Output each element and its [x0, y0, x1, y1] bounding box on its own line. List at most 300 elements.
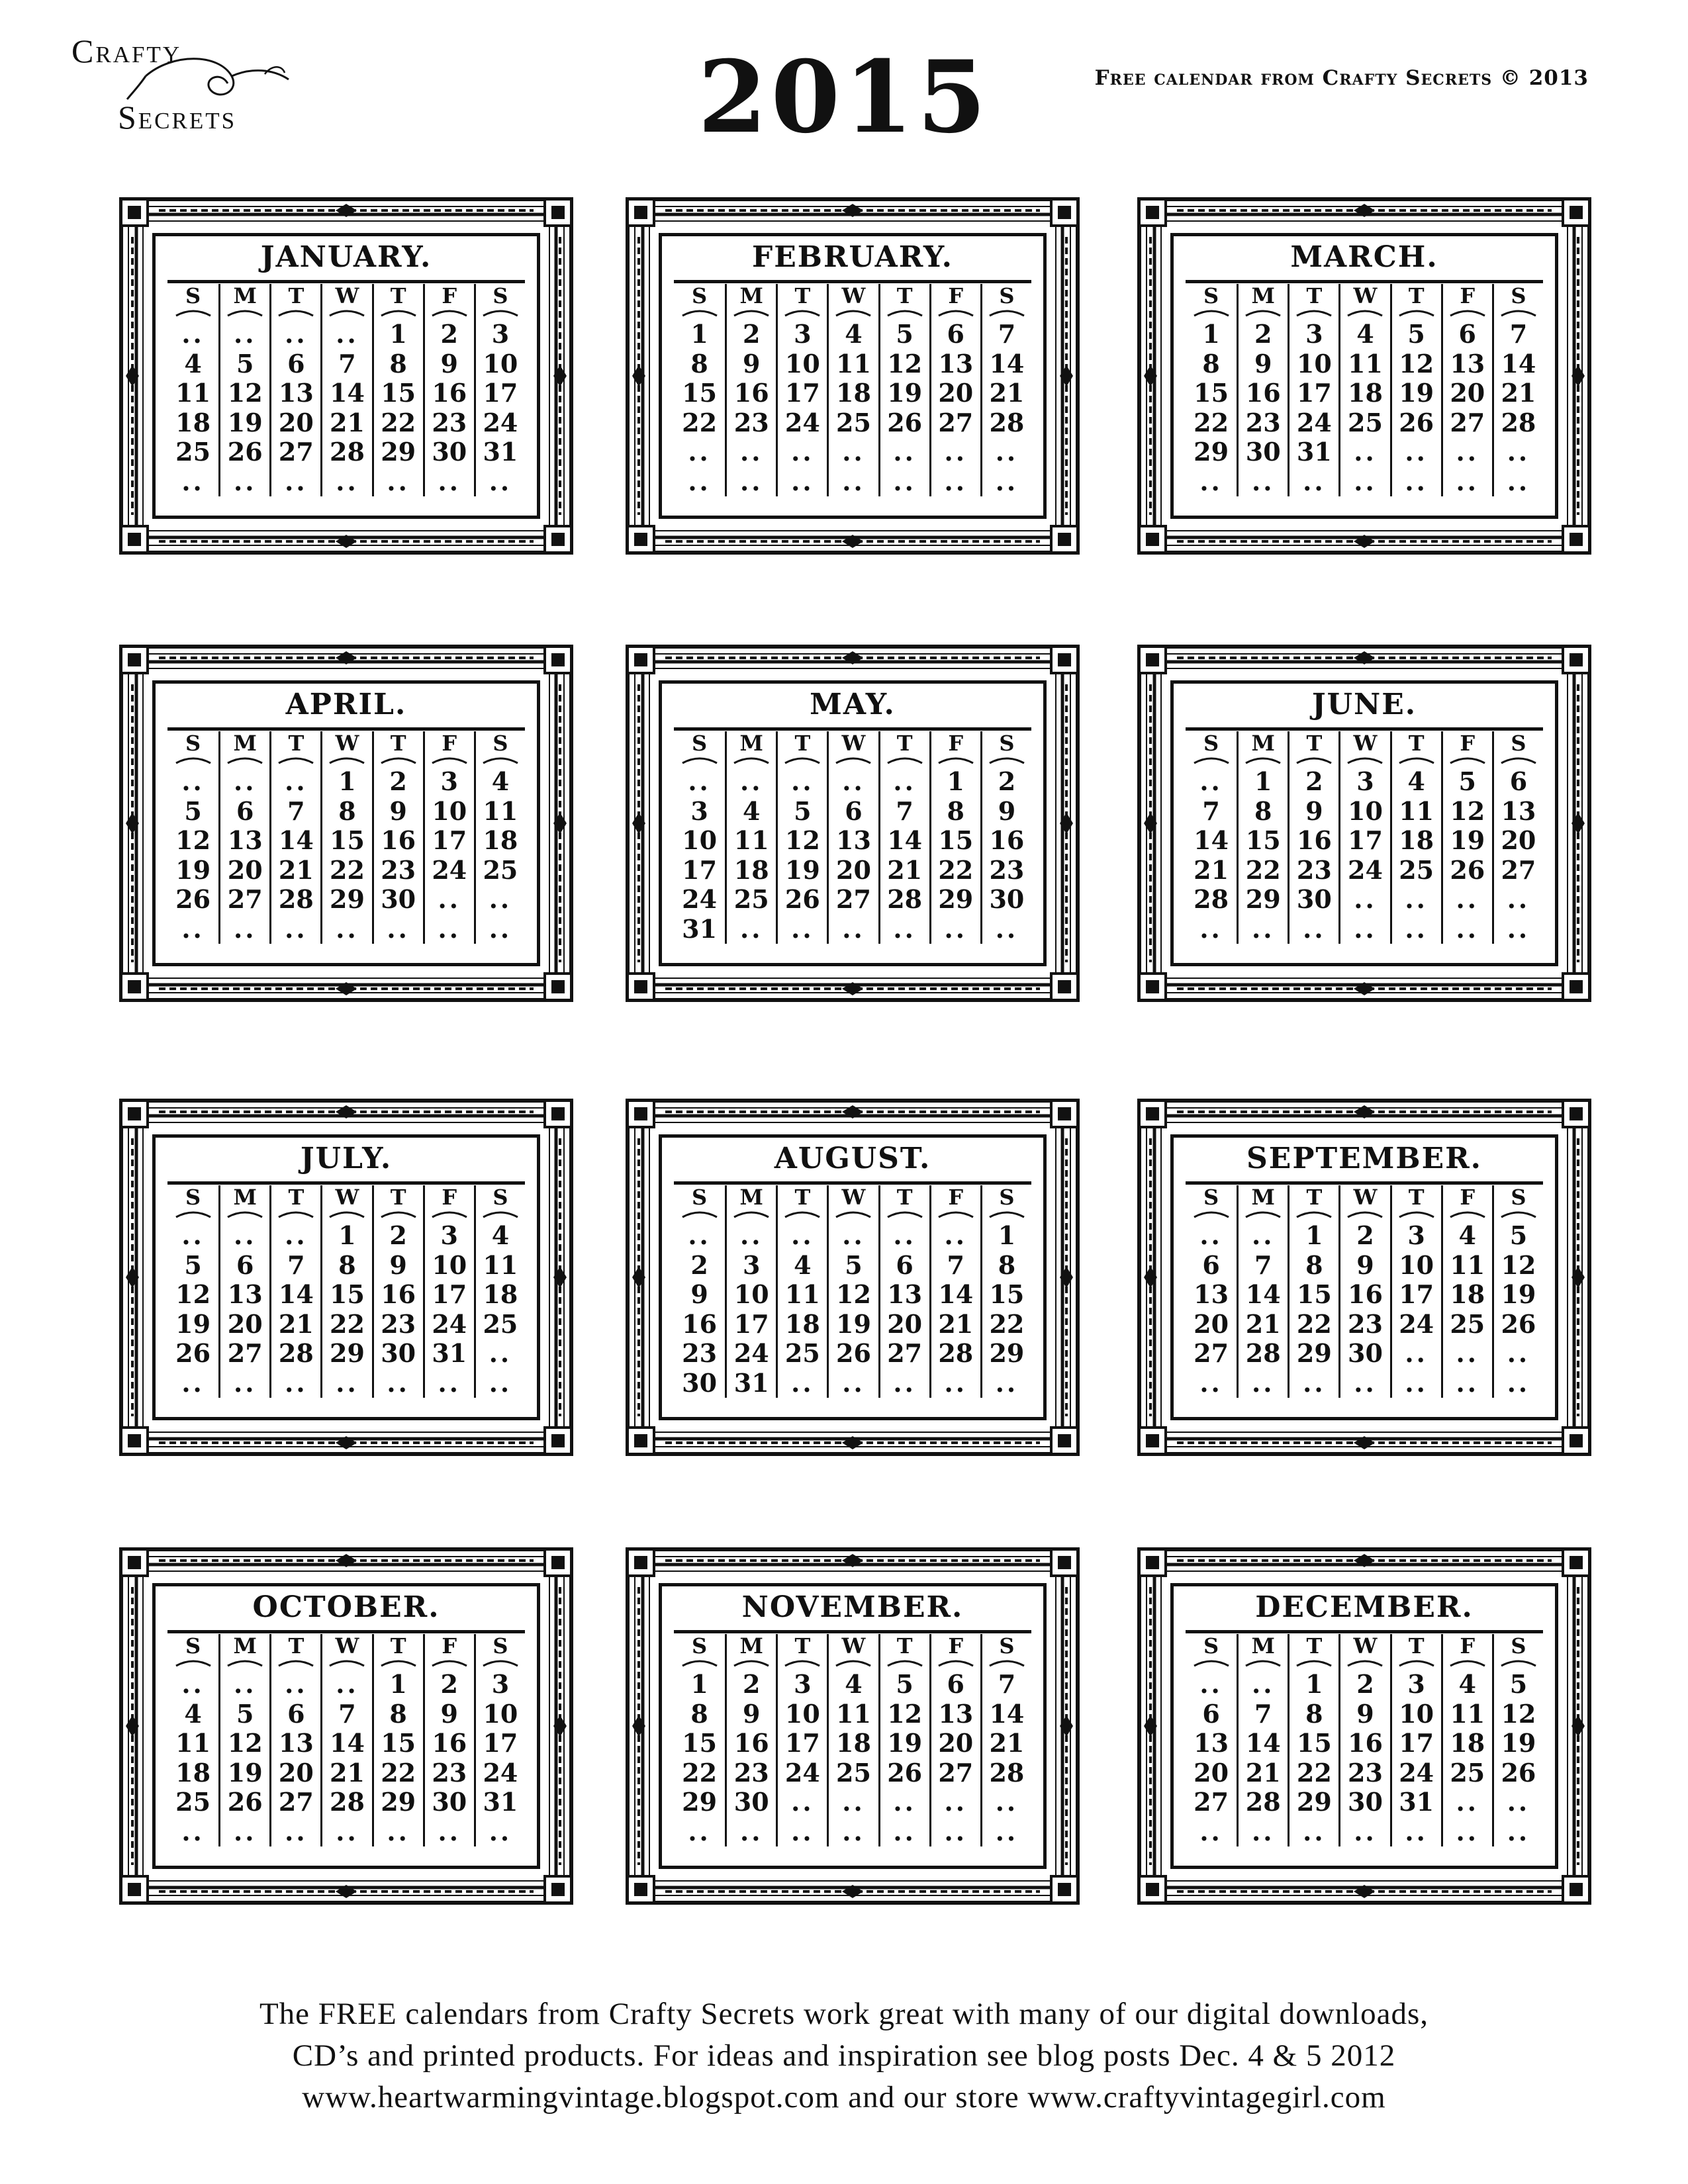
empty-day: .. — [1507, 1338, 1530, 1368]
empty-day: .. — [285, 319, 308, 349]
day-number: 6 — [896, 1250, 914, 1280]
day-number: 13 — [887, 1279, 923, 1309]
empty-day: .. — [336, 1367, 359, 1398]
day-number: 4 — [184, 1698, 202, 1729]
day-number: 8 — [1254, 796, 1272, 826]
day-number: 23 — [682, 1338, 718, 1368]
weekday-column — [1441, 284, 1492, 496]
day-number: 25 — [784, 1338, 820, 1368]
day-number: 14 — [1245, 1728, 1281, 1758]
weekday-arc — [225, 1209, 265, 1218]
empty-day: .. — [944, 1220, 967, 1250]
day-number: 30 — [989, 884, 1025, 914]
empty-day: .. — [1251, 466, 1275, 496]
empty-day: .. — [688, 1220, 711, 1250]
day-number: 1 — [690, 1669, 708, 1699]
day-number: 28 — [1245, 1787, 1281, 1817]
day-number: 27 — [1194, 1787, 1229, 1817]
month-calendar — [152, 680, 540, 966]
day-number: 14 — [989, 1698, 1025, 1729]
day-number: 9 — [998, 796, 1016, 826]
empty-day: .. — [1507, 437, 1530, 467]
day-number: 19 — [1399, 378, 1434, 408]
weekday-column — [167, 731, 218, 944]
day-columns — [674, 1185, 1031, 1398]
day-number: 11 — [836, 348, 871, 379]
weekday-arc — [379, 1209, 418, 1218]
empty-day: .. — [1251, 913, 1275, 944]
weekday-label: T — [794, 1185, 811, 1210]
day-number: 13 — [1194, 1728, 1229, 1758]
day-number: 8 — [998, 1250, 1016, 1280]
weekday-column — [1441, 731, 1492, 944]
day-number: 7 — [1254, 1250, 1272, 1280]
empty-day: .. — [739, 1220, 763, 1250]
day-number: 17 — [483, 378, 518, 408]
weekday-arc — [327, 1209, 367, 1218]
day-number: 3 — [1356, 766, 1374, 796]
day-number: 2 — [1356, 1220, 1374, 1250]
day-number: 31 — [483, 437, 518, 467]
weekday-arc — [680, 1658, 720, 1667]
day-number: 31 — [1296, 437, 1332, 467]
day-number: 15 — [682, 378, 718, 408]
day-number: 29 — [1245, 884, 1281, 914]
empty-day: .. — [893, 1816, 916, 1846]
month-card — [119, 645, 573, 1002]
day-number: 22 — [938, 854, 974, 885]
day-number: 1 — [690, 319, 708, 349]
month-title: JULY. — [300, 1142, 393, 1175]
weekday-column — [929, 1634, 980, 1846]
day-number: 22 — [989, 1308, 1025, 1339]
day-number: 9 — [742, 1698, 761, 1729]
day-number: 6 — [1202, 1698, 1220, 1729]
day-number: 17 — [682, 854, 718, 885]
weekday-label: S — [692, 283, 708, 308]
weekday-arc — [327, 755, 367, 764]
day-number: 1 — [947, 766, 964, 796]
empty-day: .. — [1456, 884, 1479, 914]
day-number: 24 — [784, 407, 820, 437]
empty-day: .. — [489, 913, 512, 944]
empty-day: .. — [739, 766, 763, 796]
day-number: 27 — [1501, 854, 1536, 885]
weekday-arc — [430, 1658, 469, 1667]
weekday-label: S — [1511, 731, 1526, 756]
empty-day: .. — [233, 766, 257, 796]
weekday-arc — [1243, 1209, 1283, 1218]
day-number: 29 — [938, 884, 974, 914]
weekday-arc — [1499, 1658, 1538, 1667]
weekday-column — [674, 1185, 725, 1398]
day-number: 7 — [998, 319, 1016, 349]
weekday-arc — [680, 308, 720, 317]
weekday-column — [1390, 1185, 1441, 1398]
empty-day: .. — [233, 913, 257, 944]
day-number: 16 — [989, 825, 1025, 855]
empty-day: .. — [489, 1338, 512, 1368]
empty-day: .. — [1456, 437, 1479, 467]
weekday-label: W — [841, 1633, 866, 1659]
weekday-arc — [936, 308, 976, 317]
weekday-column — [980, 1185, 1031, 1398]
day-number: 12 — [1450, 796, 1485, 826]
weekday-column — [320, 1185, 371, 1398]
day-number: 10 — [784, 1698, 820, 1729]
day-columns — [1186, 1185, 1543, 1398]
day-number: 29 — [381, 437, 416, 467]
day-number: 18 — [836, 1728, 871, 1758]
weekday-column — [1186, 1634, 1237, 1846]
weekday-arc — [430, 755, 469, 764]
day-number: 27 — [227, 1338, 263, 1368]
day-number: 9 — [440, 348, 458, 379]
empty-day: .. — [233, 1220, 257, 1250]
weekday-arc — [1397, 1658, 1436, 1667]
day-number: 6 — [947, 319, 964, 349]
day-number: 16 — [1245, 378, 1281, 408]
weekday-arc — [936, 755, 976, 764]
empty-day: .. — [438, 884, 461, 914]
weekday-arc — [680, 755, 720, 764]
day-number: 20 — [887, 1308, 923, 1339]
weekday-label: W — [1353, 1633, 1378, 1659]
weekday-column — [674, 731, 725, 944]
weekday-arc — [481, 755, 520, 764]
day-number: 13 — [1194, 1279, 1229, 1309]
day-number: 25 — [1399, 854, 1434, 885]
empty-day: .. — [1456, 1816, 1479, 1846]
weekday-column — [674, 284, 725, 496]
empty-day: .. — [1199, 466, 1223, 496]
weekday-column — [218, 1634, 269, 1846]
day-number: 11 — [483, 1250, 518, 1280]
day-number: 23 — [1245, 407, 1281, 437]
day-number: 5 — [896, 1669, 914, 1699]
day-number: 16 — [432, 1728, 467, 1758]
day-number: 19 — [1450, 825, 1485, 855]
weekday-arc — [276, 755, 316, 764]
day-number: 6 — [287, 1698, 305, 1729]
empty-day: .. — [1199, 1220, 1223, 1250]
weekday-arc — [1499, 308, 1538, 317]
weekday-arc — [987, 755, 1027, 764]
empty-day: .. — [1303, 1816, 1326, 1846]
weekday-label: S — [185, 283, 201, 308]
day-number: 13 — [227, 1279, 263, 1309]
empty-day: .. — [791, 913, 814, 944]
weekday-arc — [936, 1209, 976, 1218]
weekday-label: S — [1203, 1185, 1219, 1210]
weekday-label: S — [1203, 1633, 1219, 1659]
empty-day: .. — [688, 1816, 711, 1846]
day-number: 31 — [682, 913, 718, 944]
weekday-column — [776, 1634, 827, 1846]
day-number: 1 — [389, 319, 407, 349]
day-number: 3 — [440, 766, 458, 796]
empty-day: .. — [791, 437, 814, 467]
weekday-column — [827, 1634, 878, 1846]
empty-day: .. — [233, 319, 257, 349]
weekday-arc — [987, 1658, 1027, 1667]
empty-day: .. — [1456, 1367, 1479, 1398]
weekday-column — [372, 1185, 423, 1398]
weekday-arc — [1499, 755, 1538, 764]
weekday-arc — [379, 1658, 418, 1667]
day-number: 25 — [483, 854, 518, 885]
day-number: 6 — [1458, 319, 1476, 349]
empty-day: .. — [1199, 766, 1223, 796]
empty-day: .. — [1405, 466, 1428, 496]
weekday-arc — [1345, 1209, 1385, 1218]
weekday-label: T — [390, 1185, 406, 1210]
weekday-arc — [885, 1209, 925, 1218]
weekday-column — [725, 284, 776, 496]
day-number: 6 — [947, 1669, 964, 1699]
day-number: 22 — [1245, 854, 1281, 885]
day-number: 11 — [836, 1698, 871, 1729]
day-number: 5 — [184, 796, 202, 826]
empty-day: .. — [336, 1816, 359, 1846]
day-number: 3 — [1305, 319, 1323, 349]
weekday-label: T — [1306, 283, 1323, 308]
day-number: 13 — [938, 348, 974, 379]
month-calendar — [659, 233, 1047, 519]
weekday-column — [1237, 284, 1288, 496]
day-number: 23 — [989, 854, 1025, 885]
empty-day: .. — [1405, 1338, 1428, 1368]
day-number: 25 — [175, 1787, 211, 1817]
day-number: 18 — [733, 854, 769, 885]
day-number: 26 — [227, 437, 263, 467]
weekday-label: M — [1251, 283, 1275, 308]
weekday-column — [167, 284, 218, 496]
day-number: 5 — [896, 319, 914, 349]
empty-day: .. — [791, 766, 814, 796]
weekday-column — [776, 1185, 827, 1398]
day-number: 1 — [998, 1220, 1016, 1250]
weekday-arc — [481, 1209, 520, 1218]
weekday-label: S — [492, 1185, 508, 1210]
day-number: 12 — [175, 1279, 211, 1309]
weekday-arc — [1345, 755, 1385, 764]
weekday-column — [980, 731, 1031, 944]
day-number: 28 — [1501, 407, 1536, 437]
day-number: 18 — [1450, 1728, 1485, 1758]
day-number: 8 — [1202, 348, 1220, 379]
weekday-arc — [481, 1658, 520, 1667]
month-calendar — [1170, 1134, 1558, 1420]
day-number: 25 — [1450, 1308, 1485, 1339]
day-number: 27 — [887, 1338, 923, 1368]
day-number: 12 — [1501, 1250, 1536, 1280]
footer-line-2: CD’s and printed products. For ideas and inspiration see blog posts Dec. 4 & 5 2012 — [292, 2038, 1396, 2073]
day-number: 28 — [278, 1338, 314, 1368]
day-number: 25 — [1348, 407, 1383, 437]
day-number: 16 — [1296, 825, 1332, 855]
day-number: 22 — [381, 1757, 416, 1788]
weekday-arc — [731, 755, 771, 764]
day-number: 19 — [784, 854, 820, 885]
weekday-label: S — [1511, 283, 1526, 308]
day-number: 16 — [1348, 1728, 1383, 1758]
day-number: 18 — [175, 1757, 211, 1788]
weekday-label: W — [1353, 731, 1378, 756]
month-card — [1137, 645, 1591, 1002]
day-number: 14 — [1501, 348, 1536, 379]
empty-day: .. — [944, 1816, 967, 1846]
month-title: AUGUST. — [774, 1142, 931, 1175]
weekday-arc — [430, 1209, 469, 1218]
empty-day: .. — [1507, 913, 1530, 944]
weekday-label: S — [1511, 1633, 1526, 1659]
day-number: 4 — [184, 348, 202, 379]
day-number: 22 — [682, 407, 718, 437]
month-card — [119, 1099, 573, 1456]
weekday-column — [320, 1634, 371, 1846]
weekday-label: T — [794, 283, 811, 308]
day-number: 26 — [1501, 1757, 1536, 1788]
weekday-label: W — [841, 1185, 866, 1210]
empty-day: .. — [285, 766, 308, 796]
day-number: 19 — [836, 1308, 871, 1339]
day-number: 12 — [227, 1728, 263, 1758]
weekday-arc — [680, 1209, 720, 1218]
weekday-arc — [1294, 1209, 1334, 1218]
day-number: 26 — [836, 1338, 871, 1368]
day-number: 28 — [1245, 1338, 1281, 1368]
day-number: 7 — [1254, 1698, 1272, 1729]
day-number: 19 — [227, 1757, 263, 1788]
day-number: 20 — [227, 854, 263, 885]
day-number: 10 — [1399, 1698, 1434, 1729]
weekday-label: T — [1408, 731, 1425, 756]
weekday-arc — [833, 1209, 873, 1218]
day-number: 3 — [794, 1669, 812, 1699]
day-number: 7 — [287, 796, 305, 826]
empty-day: .. — [1405, 913, 1428, 944]
day-columns — [1186, 1633, 1543, 1846]
empty-day: .. — [842, 913, 865, 944]
weekday-column — [1338, 731, 1389, 944]
day-number: 3 — [491, 1669, 510, 1699]
weekday-arc — [327, 1658, 367, 1667]
day-number: 3 — [742, 1250, 761, 1280]
day-number: 11 — [175, 378, 211, 408]
day-number: 24 — [483, 1757, 518, 1788]
empty-day: .. — [1354, 884, 1377, 914]
day-number: 16 — [682, 1308, 718, 1339]
weekday-column — [269, 1634, 320, 1846]
day-number: 28 — [887, 884, 923, 914]
day-number: 4 — [794, 1250, 812, 1280]
empty-day: .. — [1354, 1367, 1377, 1398]
day-number: 30 — [1348, 1338, 1383, 1368]
day-number: 28 — [330, 437, 365, 467]
weekday-arc — [1397, 755, 1436, 764]
empty-day: .. — [233, 1669, 257, 1699]
day-columns — [1186, 283, 1543, 496]
weekday-column — [1390, 731, 1441, 944]
weekday-arc — [1243, 308, 1283, 317]
empty-day: .. — [336, 466, 359, 496]
day-number: 31 — [1399, 1787, 1434, 1817]
weekday-arc — [327, 308, 367, 317]
day-number: 9 — [1305, 796, 1323, 826]
empty-day: .. — [893, 1367, 916, 1398]
day-number: 26 — [887, 1757, 923, 1788]
weekday-label: T — [288, 283, 305, 308]
day-number: 15 — [381, 378, 416, 408]
empty-day: .. — [438, 1816, 461, 1846]
day-number: 20 — [1194, 1308, 1229, 1339]
weekday-column — [269, 284, 320, 496]
empty-day: .. — [181, 766, 205, 796]
weekday-arc — [1294, 308, 1334, 317]
day-number: 15 — [1194, 378, 1229, 408]
day-number: 13 — [278, 1728, 314, 1758]
day-number: 18 — [1450, 1279, 1485, 1309]
day-columns — [167, 1185, 525, 1398]
day-number: 6 — [287, 348, 305, 379]
day-number: 31 — [733, 1367, 769, 1398]
day-number: 24 — [1399, 1757, 1434, 1788]
weekday-column — [725, 1634, 776, 1846]
day-number: 3 — [440, 1220, 458, 1250]
weekday-arc — [1345, 308, 1385, 317]
day-number: 16 — [381, 825, 416, 855]
day-columns — [167, 283, 525, 496]
empty-day: .. — [1303, 1367, 1326, 1398]
day-number: 19 — [175, 854, 211, 885]
weekday-column — [1288, 284, 1338, 496]
day-number: 20 — [227, 1308, 263, 1339]
weekday-column — [474, 284, 525, 496]
empty-day: .. — [893, 466, 916, 496]
weekday-arc — [173, 1658, 213, 1667]
day-number: 6 — [236, 1250, 254, 1280]
day-number: 19 — [1501, 1728, 1536, 1758]
weekday-label: M — [233, 1185, 257, 1210]
footer-line-1: The FREE calendars from Crafty Secrets work great with many of our digital downloads, — [259, 1997, 1429, 2031]
empty-day: .. — [1251, 1816, 1275, 1846]
day-number: 22 — [1296, 1308, 1332, 1339]
empty-day: .. — [739, 1816, 763, 1846]
day-number: 15 — [1296, 1728, 1332, 1758]
day-number: 24 — [682, 884, 718, 914]
day-number: 9 — [1356, 1698, 1374, 1729]
day-number: 15 — [989, 1279, 1025, 1309]
weekday-column — [980, 1634, 1031, 1846]
day-number: 15 — [330, 1279, 365, 1309]
weekday-arc — [885, 755, 925, 764]
empty-day: .. — [739, 913, 763, 944]
empty-day: .. — [944, 1787, 967, 1817]
weekday-column — [1492, 1185, 1543, 1398]
day-number: 21 — [278, 854, 314, 885]
footer-text — [0, 1993, 1688, 2118]
weekday-label: T — [1306, 1185, 1323, 1210]
day-number: 5 — [1458, 766, 1476, 796]
weekday-label: T — [390, 283, 406, 308]
day-number: 6 — [845, 796, 863, 826]
empty-day: .. — [1199, 1367, 1223, 1398]
day-number: 21 — [330, 1757, 365, 1788]
day-number: 24 — [432, 1308, 467, 1339]
day-number: 15 — [1245, 825, 1281, 855]
empty-day: .. — [842, 466, 865, 496]
